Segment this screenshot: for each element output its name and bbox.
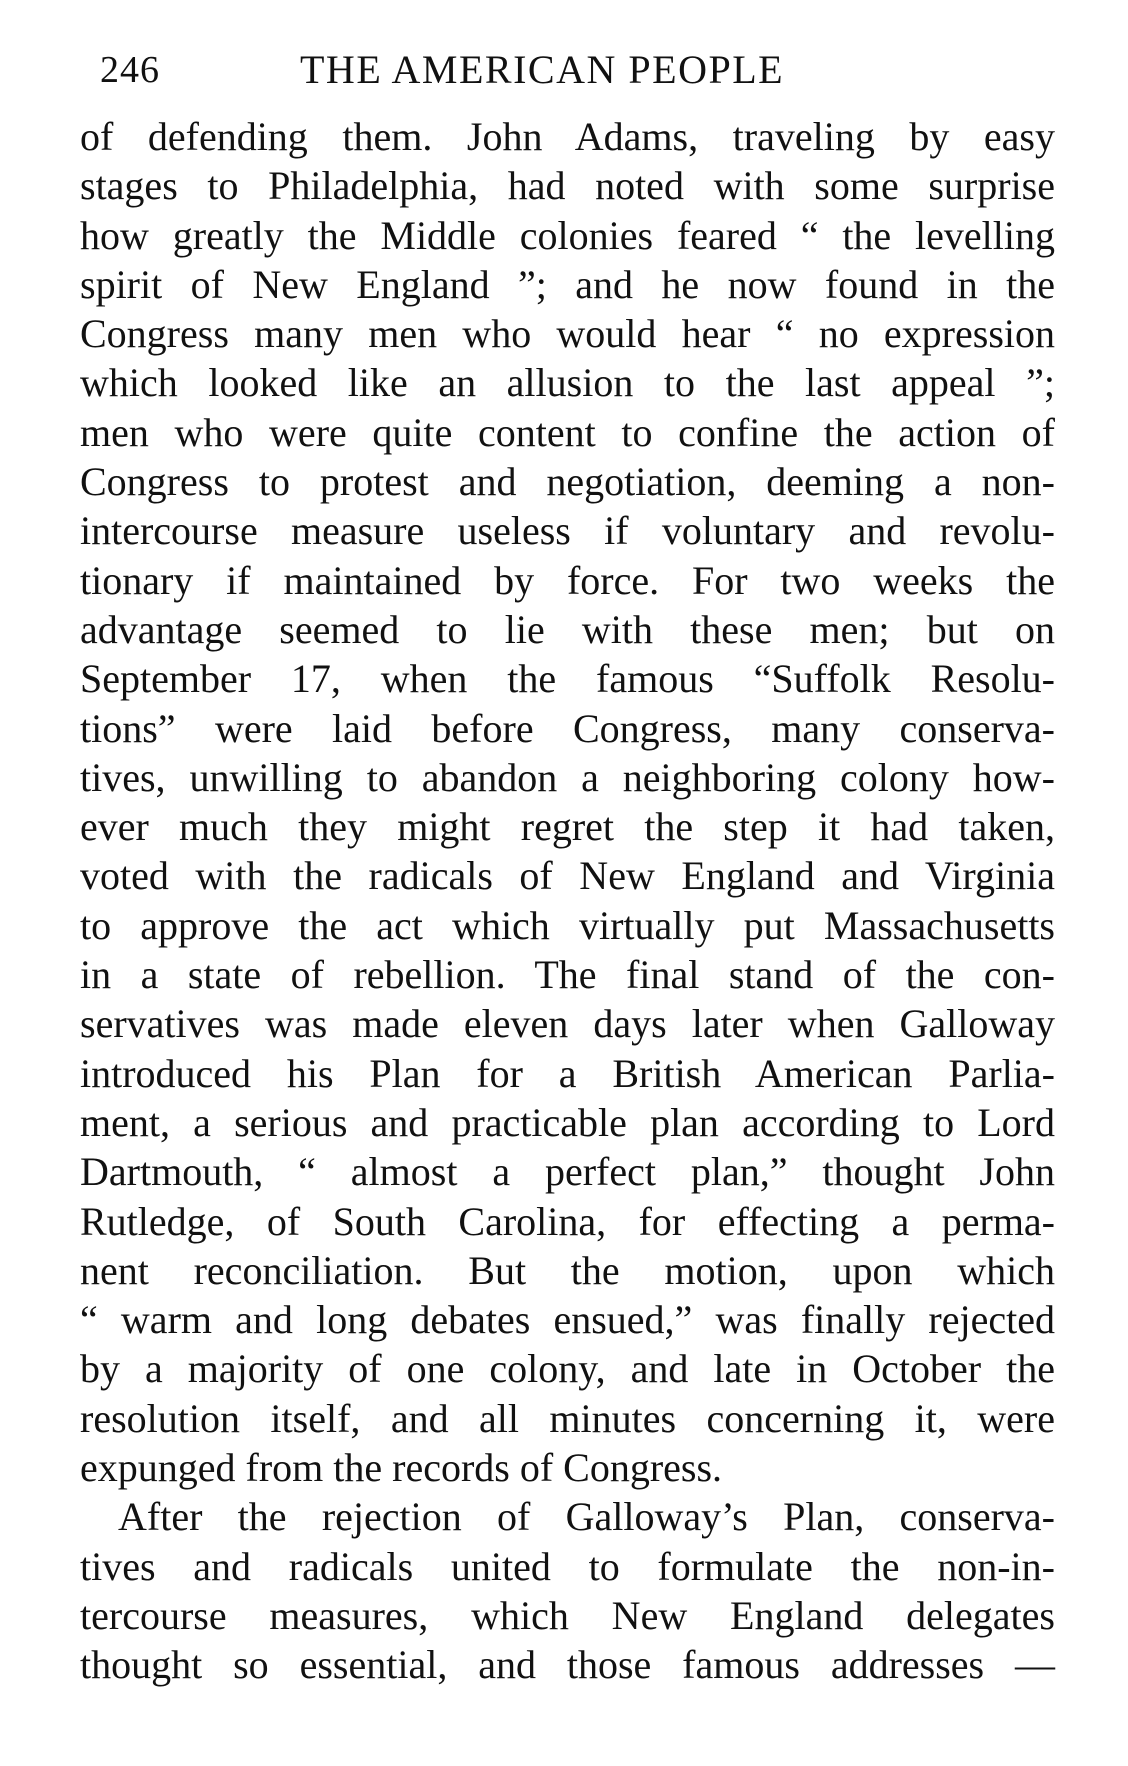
- text-line: voted with the radicals of New England and Virginia: [80, 853, 1055, 899]
- text-line: in a state of rebellion. The final stand of the con-: [80, 952, 1055, 998]
- text-line: tives, unwilling to abandon a neighboring colony how-: [80, 754, 1055, 800]
- text-line: servatives was made eleven days later when Galloway: [80, 1001, 1055, 1047]
- text-line: ment, a serious and practicable plan according to Lord: [80, 1099, 1055, 1145]
- text-line: thought so essential, and those famous addresses —: [80, 1642, 1055, 1688]
- text-line: September 17, when the famous “Suffolk Resolu-: [80, 656, 1055, 702]
- running-head: [100, 40, 960, 100]
- text-line: Congress to protest and negotiation, deeming a non-: [80, 459, 1055, 505]
- text-line: expunged from the records of Congress.: [80, 1445, 723, 1491]
- text-line: tives and radicals united to formulate the non-in-: [80, 1543, 1055, 1589]
- page-number: 246: [100, 49, 160, 91]
- text-line: of defending them. John Adams, traveling by easy: [80, 114, 1055, 159]
- text-line: nent reconciliation. But the motion, upon which: [80, 1247, 1055, 1293]
- text-line: to approve the act which virtually put Massachusetts: [80, 902, 1055, 948]
- text-line: advantage seemed to lie with these men; but on: [80, 606, 1055, 652]
- paragraph-2: [80, 1492, 1055, 1689]
- text-line: “ warm and long debates ensued,” was finally rejected: [80, 1297, 1055, 1343]
- text-line: tionary if maintained by force. For two weeks the: [80, 557, 1055, 603]
- text-line: After the rejection of Galloway’s Plan, conserva-: [118, 1494, 1055, 1540]
- text-line: stages to Philadelphia, had noted with some surprise: [80, 163, 1055, 209]
- running-title: THE AMERICAN PEOPLE: [300, 47, 785, 92]
- text-line: Congress many men who would hear “ no expression: [80, 311, 1055, 357]
- text-line: tions” were laid before Congress, many conserva-: [80, 705, 1055, 751]
- text-line: by a majority of one colony, and late in October the: [80, 1346, 1055, 1392]
- text-line: Dartmouth, “ almost a perfect plan,” thought John: [80, 1149, 1055, 1195]
- text-line: Rutledge, of South Carolina, for effecting a perma-: [80, 1198, 1055, 1244]
- text-line: resolution itself, and all minutes concerning it, were: [80, 1395, 1055, 1441]
- text-line: intercourse measure useless if voluntary and revolu-: [80, 508, 1055, 554]
- text-line: which looked like an allusion to the last appeal ”;: [80, 360, 1055, 406]
- body-text: [80, 112, 1055, 1690]
- text-line: ever much they might regret the step it had taken,: [80, 804, 1055, 850]
- text-line: spirit of New England ”; and he now found in the: [80, 261, 1055, 307]
- text-line: how greatly the Middle colonies feared “ the levelling: [80, 212, 1055, 258]
- paragraph-1: [80, 112, 1055, 1492]
- text-line: tercourse measures, which New England delegates: [80, 1592, 1055, 1638]
- text-line: men who were quite content to confine the action of: [80, 409, 1055, 455]
- text-line: introduced his Plan for a British American Parlia-: [80, 1050, 1055, 1096]
